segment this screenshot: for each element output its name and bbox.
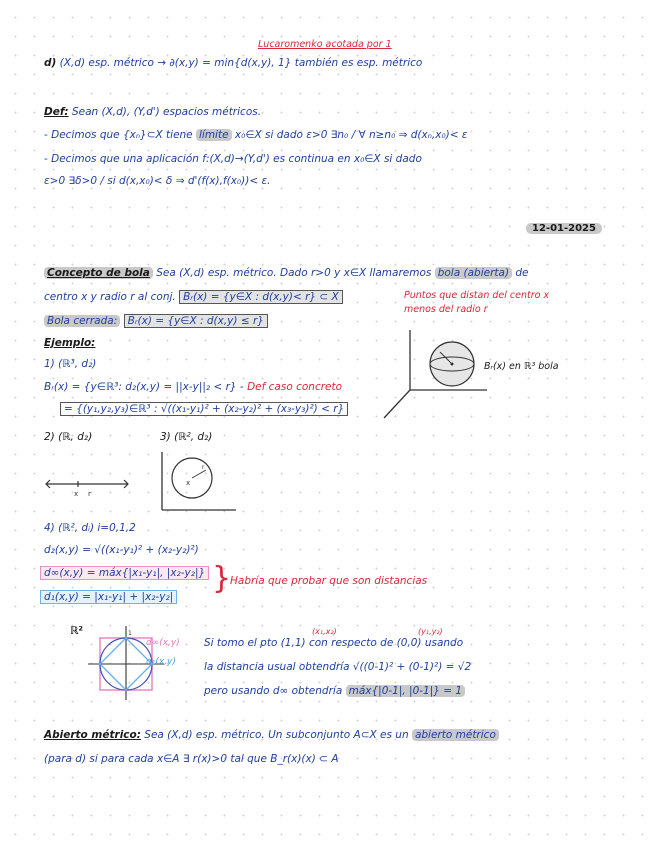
metric-dinf-line: [40, 566, 209, 580]
abierto-line-2: (para d) si para cada x∈A ∃ r(x)>0 tal que B_r(x)(x) ⊂ A: [44, 753, 339, 765]
def-intro: [44, 105, 261, 119]
ejemplo-1-note: Def caso concreto: [247, 381, 343, 393]
def-limit: [44, 128, 468, 142]
svg-text:x: x: [186, 479, 191, 487]
bola-cerrada-box: B̄ᵣ(x) = {y∈X : d(x,y) ≤ r}: [124, 314, 268, 328]
svg-text:r: r: [202, 464, 205, 471]
bola-cerrada-line: [44, 314, 268, 328]
example-sup-2: (y₁,y₂): [418, 627, 443, 636]
metric-dinf: d∞(x,y) = máx{|x₁-y₁|, |x₂-y₂|}: [40, 566, 209, 580]
bola-note-2: menos del radio r: [404, 304, 488, 315]
plot-axis-label: ℝ²: [70, 625, 84, 637]
interval-diagram: [44, 474, 134, 498]
bola-line2-text: centro x y radio r al conj.: [44, 291, 176, 303]
def-label: Def:: [44, 106, 69, 118]
plot-tick: 1: [128, 630, 132, 637]
bola-title: Concepto de bola: [44, 267, 153, 279]
metrics-note: Habría que probar que son distancias: [230, 575, 428, 587]
bola-note-1: Puntos que distan del centro x: [404, 290, 550, 301]
plot-legend-blue: d₁(x,y): [146, 657, 176, 667]
metric-d1: d₁(x,y) = |x₁-y₁| + |x₂-y₂|: [40, 590, 177, 604]
ejemplo-1-label: 1) (ℝ³, d₂): [44, 358, 97, 370]
bola-abierta-box: Bᵣ(x) = {y∈X : d(x,y)< r} ⊂ X: [179, 290, 343, 304]
d-item-label: d): [44, 57, 57, 69]
ejemplo-1-set: = {(y₁,y₂,y₃)∈ℝ³ : √((x₁-y₁)² + (x₂-y₂)² + (x₃-y₃)²) < r}: [60, 402, 348, 416]
ejemplo-1-line2: [60, 402, 348, 416]
ejemplo-2-label: 2) (ℝ, d₂): [44, 431, 93, 443]
bola-text-a: Sea (X,d) esp. métrico. Dado r>0 y x∈X llamaremos: [156, 267, 432, 279]
metrics-label: 4) (ℝ², dᵢ) i=0,1,2: [44, 522, 136, 534]
metric-d2: d₂(x,y) = √((x₁-y₁)² + (x₂-y₂)²): [44, 544, 199, 556]
abierto-line-1: [44, 728, 499, 742]
limit-highlight: límite: [196, 129, 232, 141]
example-line-3: [204, 684, 465, 698]
example-line-2: la distancia usual obtendría √((0-1)² + (0-1)²) = √2: [204, 661, 472, 673]
ejemplo-title: Ejemplo:: [44, 337, 96, 349]
abierto-highlight: abierto métrico: [412, 729, 499, 741]
def-continuity-2: ε>0 ∃δ>0 / si d(x,x₀)< δ ⇒ d'(f(x),f(x₀))< ε.: [44, 175, 271, 187]
d-item-text: (X,d) esp. métrico → ∂(x,y) = min{d(x,y), 1} también es esp. métrico: [59, 57, 423, 69]
abierto-text-a: Sea (X,d) esp. métrico. Un subconjunto A⊂X es un: [144, 729, 409, 741]
disk-2d-diagram: [158, 450, 238, 514]
svg-text:r: r: [88, 490, 91, 498]
svg-text:x: x: [74, 490, 79, 498]
example-line-3-highlight: máx{|0-1|, |0-1|} = 1: [346, 685, 466, 697]
abierto-title: Abierto métrico:: [44, 729, 141, 741]
bola-line2: [44, 290, 343, 304]
metrics-brace: }: [212, 561, 232, 596]
ejemplo-3-label: 3) (ℝ², d₂): [160, 431, 213, 443]
def-intro-text: Sean (X,d), (Y,d') espacios métricos.: [71, 106, 262, 118]
header-title: Lucaromenko acotada por 1: [258, 39, 392, 50]
ball-3d-diagram: [382, 322, 492, 432]
example-line-1: Si tomo el pto (1,1) con respecto de (0,0) usando: [204, 637, 464, 649]
def-limit-a: - Decimos que {xₙ}⊂X tiene: [44, 129, 193, 141]
metric-d1-line: [40, 590, 177, 604]
ejemplo-1-formula: Bᵣ(x) = {y∈ℝ³: d₂(x,y) = ||x-y||₂ < r} -: [44, 381, 244, 393]
bola-text-b: de: [515, 267, 529, 279]
example-line-3-a: pero usando d∞ obtendría: [204, 685, 343, 697]
bola-line1: [44, 266, 529, 280]
date-badge: [526, 221, 602, 236]
example-sup-1: (x₁,x₂): [312, 627, 337, 636]
def-limit-b: x₀∈X si dado ε>0 ∃n₀ / ∀ n≥n₀ ⇒ d(xₙ,x₀)< ε: [234, 129, 468, 141]
date-text: 12-01-2025: [526, 223, 602, 234]
ejemplo-1-line1: [44, 380, 342, 394]
d-item: [44, 56, 422, 70]
def-continuity-1: - Decimos que una aplicación f:(X,d)→(Y,d') es continua en x₀∈X si dado: [44, 153, 422, 165]
ball-3d-label: Bᵣ(x) en ℝ³ bola: [484, 361, 559, 372]
bola-abierta-highlight: bola (abierta): [435, 267, 512, 279]
bola-cerrada-highlight: Bola cerrada:: [44, 315, 120, 327]
plot-legend-pink: d∞(x,y): [146, 638, 180, 648]
